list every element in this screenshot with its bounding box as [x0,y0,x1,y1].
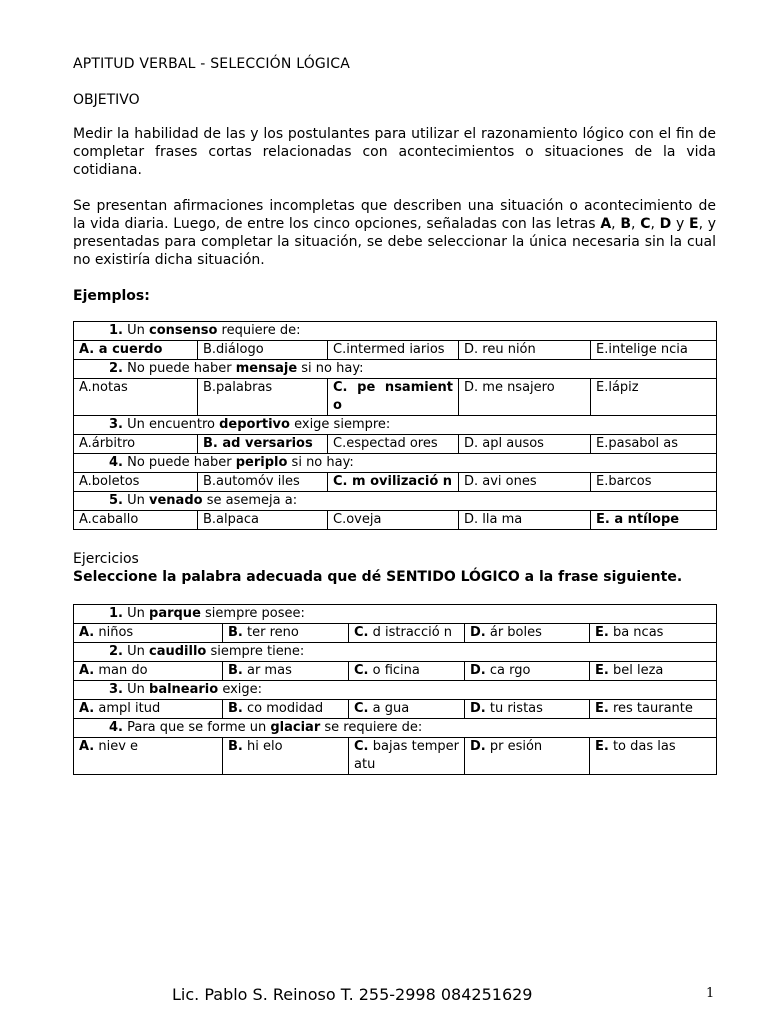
letter-d: D [659,216,672,232]
question-keyword: mensaje [235,361,298,376]
question-text: Un [122,644,150,659]
example-options-row [74,435,717,454]
option-text: tu ristas [485,701,543,716]
example-option: E. a ntílope [591,511,717,530]
question-number: 5. [109,493,123,508]
exercise-question-row [74,681,717,700]
question-number: 3. [109,417,123,432]
example-question [74,416,717,435]
example-option: D. reu nión [459,341,591,360]
option-text: ár boles [485,625,542,640]
instructions-text-1: Se presentan afirmaciones incompletas que describen una situación o acontecimiento de la vida diaria. Luego, de entre los cinco opciones, señaladas con las letras [73,198,716,232]
exercise-option [465,624,590,643]
example-question [74,492,717,511]
option-letter: C. [354,625,369,640]
question-keyword: glaciar [270,720,321,735]
example-option: A.notas [74,379,198,416]
option-text: co modidad [242,701,324,716]
example-option: B. ad versarios [198,435,328,454]
example-option: C. m ovilizació n [328,473,459,492]
option-text: res taurante [608,701,693,716]
example-options-row [74,511,717,530]
separator: , [611,216,621,232]
exercise-option [74,700,223,719]
example-option: A.caballo [74,511,198,530]
example-option: A. a cuerdo [74,341,198,360]
option-letter: B. [228,701,243,716]
question-number: 2. [109,644,123,659]
examples-label: Ejemplos: [73,288,150,304]
example-option: D. me nsajero [459,379,591,416]
exercise-question [74,643,717,662]
option-text: bajas temperatu [354,739,459,772]
option-letter: D. [470,739,486,754]
option-text: ampl itud [94,701,161,716]
question-keyword: parque [149,606,201,621]
option-text: niños [94,625,134,640]
example-option: E.intelige ncia [591,341,717,360]
example-option: C. pe nsamient o [328,379,459,416]
example-option: B.palabras [198,379,328,416]
exercise-option [223,738,349,775]
question-number: 4. [109,720,123,735]
question-text: Un [122,323,150,338]
example-option: E.lápiz [591,379,717,416]
question-text: Un [122,682,150,697]
question-text: se asemeja a: [202,493,298,508]
option-letter: D. [470,663,486,678]
option-letter: C. [354,663,369,678]
option-text: bel leza [608,663,664,678]
separator: , [650,216,660,232]
page-number: 1 [706,986,715,1001]
exercise-option [590,624,717,643]
example-option: D. avi ones [459,473,591,492]
question-text: Un [122,493,150,508]
example-option: E.pasabol as [591,435,717,454]
instructions-paragraph [73,197,716,269]
exercise-question [74,681,717,700]
example-question [74,454,717,473]
option-letter: C. [354,739,369,754]
example-option: B.diálogo [198,341,328,360]
exercise-options-row [74,624,717,643]
example-options-row [74,379,717,416]
option-text: pr esión [485,739,543,754]
exercise-options-row [74,662,717,681]
question-keyword: caudillo [149,644,207,659]
option-letter: D. [470,625,486,640]
option-letter: E. [595,701,609,716]
question-keyword: consenso [149,323,218,338]
footer-contact: Lic. Pablo S. Reinoso T. 255-2998 084251629 [172,985,533,1004]
example-question-row [74,360,717,379]
option-text: ba ncas [608,625,664,640]
question-text: siempre tiene: [206,644,305,659]
exercise-option [349,624,465,643]
exercise-question [74,605,717,624]
example-question-row [74,454,717,473]
example-option: D. lla ma [459,511,591,530]
examples-table [73,321,717,530]
option-text: a gua [368,701,410,716]
example-question [74,322,717,341]
objective-heading: OBJETIVO [73,92,140,108]
option-text: to das las [608,739,676,754]
question-text: exige siempre: [289,417,391,432]
exercise-question-row [74,643,717,662]
question-keyword: periplo [235,455,288,470]
question-text: Un [122,606,150,621]
document-title: APTITUD VERBAL - SELECCIÓN LÓGICA [73,56,351,72]
letter-c: C [640,216,651,232]
exercise-option [223,624,349,643]
question-keyword: venado [149,493,203,508]
option-text: hi elo [242,739,283,754]
question-text: si no hay: [287,455,354,470]
option-text: d istracció n [368,625,453,640]
question-text: exige: [218,682,263,697]
example-option: C.oveja [328,511,459,530]
exercise-option [349,662,465,681]
question-text: requiere de: [217,323,301,338]
exercise-option [465,738,590,775]
option-letter: A. [79,739,95,754]
exercise-option [74,624,223,643]
example-options-row [74,473,717,492]
example-options-row [74,341,717,360]
instructions-text-2: , y presentadas para completar la situación, se debe seleccionar la única necesaria sin la cual no existiría dicha situación. [73,216,717,268]
exercises-instruction: Seleccione la palabra adecuada que dé SENTIDO LÓGICO a la frase siguiente. [73,569,683,585]
question-text: siempre posee: [200,606,305,621]
letter-e: E [688,216,699,232]
exercise-option [590,738,717,775]
question-number: 3. [109,682,123,697]
exercise-options-row [74,738,717,775]
option-letter: A. [79,663,95,678]
example-question-row [74,416,717,435]
option-letter: A. [79,625,95,640]
exercise-option [465,700,590,719]
example-option: C.espectad ores [328,435,459,454]
example-question [74,360,717,379]
question-number: 4. [109,455,123,470]
option-text: ar mas [242,663,292,678]
example-option: E.barcos [591,473,717,492]
example-option: B.alpaca [198,511,328,530]
question-text: si no hay: [297,361,364,376]
separator: y [671,216,689,232]
option-text: o ficina [368,663,420,678]
example-question-row [74,322,717,341]
question-number: 1. [109,323,123,338]
exercise-option [74,738,223,775]
exercise-option [590,662,717,681]
exercise-options-row [74,700,717,719]
option-letter: E. [595,625,609,640]
option-letter: A. [79,701,95,716]
question-number: 2. [109,361,123,376]
exercises-table [73,604,717,775]
exercises-title: Ejercicios [73,551,139,567]
option-letter: B. [228,739,243,754]
option-text: man do [94,663,148,678]
objective-paragraph: Medir la habilidad de las y los postulantes para utilizar el razonamiento lógico con el fin de completar frases cortas relacionadas con acontecimientos o situaciones de la vida cotidiana. [73,126,716,178]
question-text: No puede haber [122,455,236,470]
question-keyword: balneario [149,682,219,697]
option-letter: B. [228,663,243,678]
option-letter: B. [228,625,243,640]
question-text: Para que se forme un [122,720,271,735]
document-page [73,54,716,775]
exercise-option [74,662,223,681]
question-text: Un encuentro [122,417,220,432]
exercise-question [74,719,717,738]
question-number: 1. [109,606,123,621]
exercise-question-row [74,605,717,624]
example-question-row [74,492,717,511]
separator: , [631,216,641,232]
question-text: No puede haber [122,361,236,376]
option-text: niev e [94,739,139,754]
option-text: ter reno [242,625,299,640]
letter-b: B [620,216,632,232]
example-option: A.boletos [74,473,198,492]
option-letter: D. [470,701,486,716]
exercise-option [349,700,465,719]
letter-a: A [600,216,612,232]
exercise-option [349,738,465,775]
example-option: A.árbitro [74,435,198,454]
exercise-option [465,662,590,681]
exercise-option [223,662,349,681]
exercise-option [223,700,349,719]
example-option: C.intermed iarios [328,341,459,360]
option-text: ca rgo [485,663,531,678]
question-keyword: deportivo [219,417,290,432]
question-text: se requiere de: [320,720,423,735]
example-option: B.automóv iles [198,473,328,492]
exercise-question-row [74,719,717,738]
option-letter: E. [595,739,609,754]
option-letter: E. [595,663,609,678]
exercise-option [590,700,717,719]
example-option: D. apl ausos [459,435,591,454]
option-letter: C. [354,701,369,716]
